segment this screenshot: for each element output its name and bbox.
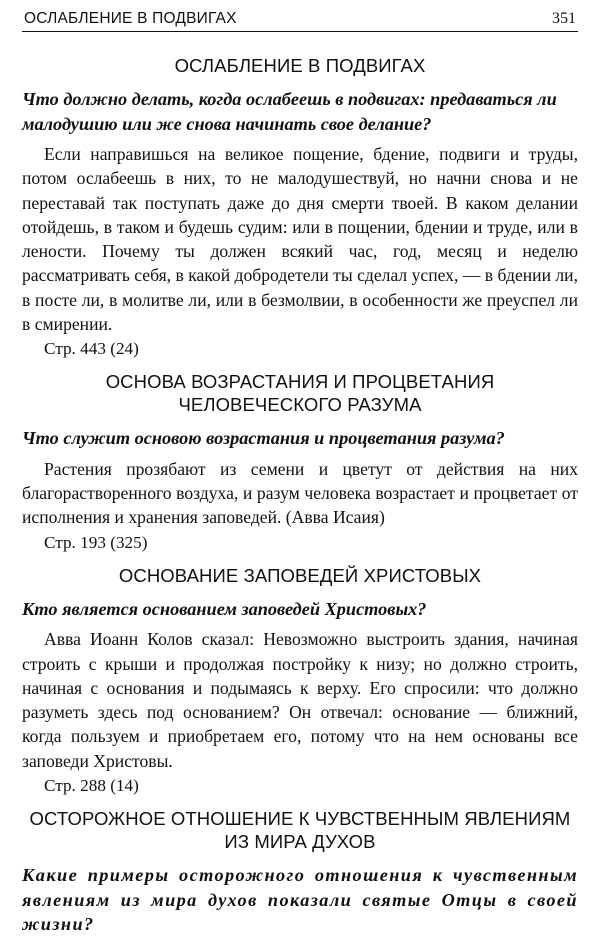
section-title-line: ОСЛАБЛЕНИЕ В ПОДВИГАХ: [174, 55, 426, 76]
section-title-line: ОСНОВАНИЕ ЗАПОВЕДЕЙ ХРИСТОВЫХ: [118, 564, 482, 586]
section-question: Какие примеры осторожного отношения к чувственным явлениям из мира духов показали святые Отцы в своей жизни?: [22, 865, 578, 935]
section-question: Что должно делать, когда ослабеешь в подвигах: предаваться ли малодушию или же снова начинать свое делание?: [22, 89, 557, 134]
section-body: Если направишься на великое пощение, бдение, подвиги и труды, потом ослабеешь в них, то не малодушествуй, но начни снова и не переставай так поступать даже до дня смерти твоей. В каком делании отойдешь, в таком и будешь судим: или в пощении, бдении и труде, или в лености. Почему ты должен всякий час, год, месяц и неделю рассматривать себя, в какой добродетели ты сделал успех, — в бдении ли, в посте ли, в молитве ли, или в безмолвии, в особенности же преуспел ли в смирении.: [22, 144, 578, 335]
section-body: Растения прозябают из семени и цветут от действия на них благорастворенного воздуха, и разум человека возрастает и процветает от исполнения и хранения заповедей. (Авва Исаия): [22, 458, 578, 528]
page-reference: Стр. 288 (14): [44, 776, 139, 796]
section-question: Кто является основанием заповедей Христовых?: [22, 598, 427, 619]
section-question: Что служит основою возрастания и процветания разума?: [22, 428, 505, 449]
section-title: [22, 807, 578, 853]
section-weakening-in-labors: [22, 54, 578, 360]
page-reference: Стр. 443 (24): [44, 339, 139, 359]
running-title: ОСЛАБЛЕНИЕ В ПОДВИГАХ: [24, 10, 237, 27]
section-title-line: ЧЕЛОВЕЧЕСКОГО РАЗУМА: [178, 394, 422, 416]
section-title-line: ОСНОВА ВОЗРАСТАНИЯ И ПРОЦВЕТАНИЯ: [105, 371, 495, 393]
section-careful-attitude-to-spirit-phenomena: [22, 807, 578, 937]
section-foundation-of-commandments: [22, 564, 578, 797]
section-title: [22, 370, 578, 416]
section-title-line: ИЗ МИРА ДУХОВ: [224, 831, 376, 853]
section-title: [22, 54, 578, 77]
page-reference: Стр. 193 (325): [44, 532, 148, 552]
section-body: Авва Иоанн Колов сказал: Невозможно выстроить здания, начиная строить с крыши и продолжая постройку к низу; но должно строить, начиная с основания и подымаясь к верху. Его спросили: что должно разуметь здесь под основанием? Он отвечал: основание — ближний, когда пользуем и приобретаем его, потому что на нем основаны все заповеди Христовы.: [22, 629, 578, 771]
section-title: [22, 564, 578, 587]
page-number: 351: [552, 10, 576, 27]
section-foundation-of-mind-growth: [22, 370, 578, 553]
running-header: [22, 0, 578, 32]
section-title-line: ОСТОРОЖНОЕ ОТНОШЕНИЕ К ЧУВСТВЕННЫМ ЯВЛЕНИЯМ: [29, 808, 571, 830]
